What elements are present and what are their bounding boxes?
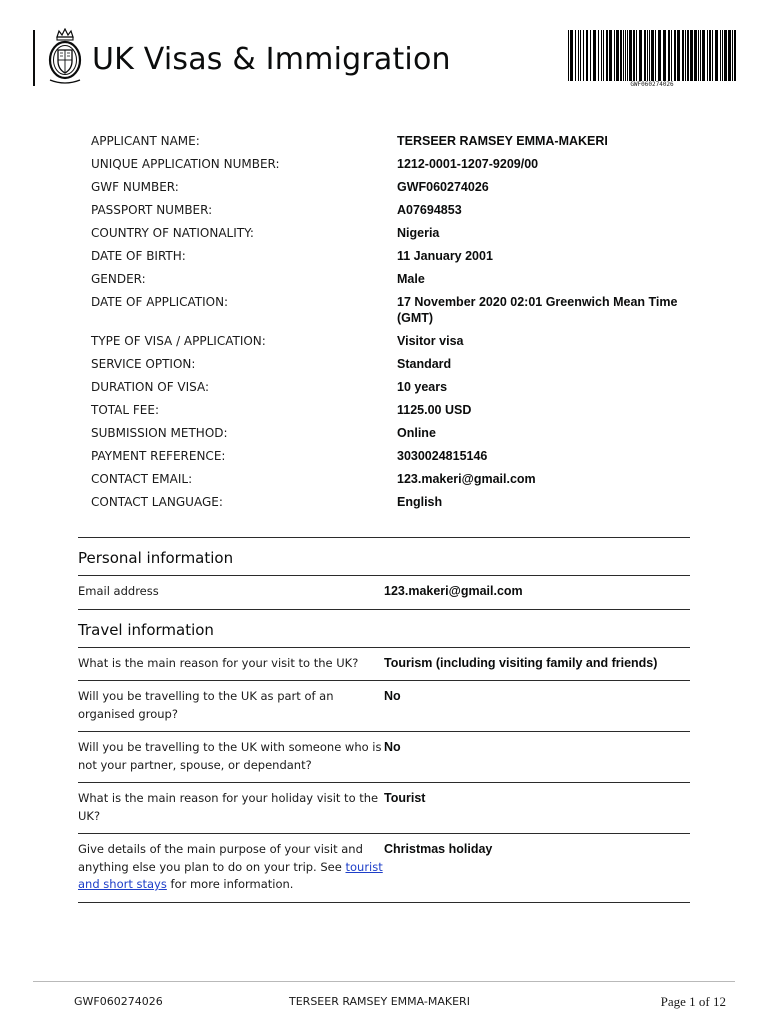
summary-label: PAYMENT REFERENCE: [91,449,226,463]
summary-row [91,422,711,445]
summary-row [91,153,711,176]
summary-label: DATE OF APPLICATION: [91,295,229,309]
summary-label: TYPE OF VISA / APPLICATION: [91,334,266,348]
summary-label: SUBMISSION METHOD: [91,426,228,440]
summary-row [91,130,711,153]
summary-row [91,245,711,268]
summary-row [91,222,711,245]
question-text: What is the main reason for your holiday visit to the UK? [78,791,379,823]
application-summary [91,130,711,514]
question-text: What is the main reason for your visit to the UK? [78,655,359,670]
section-title-travel-information: Travel information [78,620,214,639]
summary-value: 123.makeri@gmail.com [397,472,536,486]
footer-gwf-number: GWF060274026 [74,995,163,1008]
tourist-and-short-stays-link[interactable]: tourist and short stays [78,859,383,891]
summary-label: TOTAL FEE: [91,403,159,417]
summary-value: Online [397,426,436,440]
summary-value: 10 years [397,380,448,394]
summary-row [91,445,711,468]
answer-text: No [384,740,401,754]
answer-text: Tourism (including visiting family and friends) [384,655,658,670]
qa-row [78,648,690,681]
question-text: Email address [78,584,159,598]
organisation-name: UK Visas & Immigration [92,42,451,77]
summary-label: APPLICANT NAME: [91,134,200,148]
footer-applicant-name: TERSEER RAMSEY EMMA-MAKERI [289,995,470,1008]
gwf-barcode [566,30,738,88]
summary-value: GWF060274026 [397,180,489,194]
royal-coat-of-arms-icon [45,28,85,86]
summary-value: 1212-0001-1207-9209/00 [397,157,539,171]
summary-value: 17 November 2020 02:01 Greenwich Mean Time (GMT) [397,295,678,325]
summary-row [91,268,711,291]
summary-row [91,199,711,222]
barcode-caption: GWF060274026 [630,81,674,88]
summary-label: CONTACT LANGUAGE: [91,495,223,509]
summary-row [91,330,711,353]
summary-label: DATE OF BIRTH: [91,249,186,263]
summary-value: A07694853 [397,203,462,217]
summary-value: 11 January 2001 [397,249,493,263]
summary-row [91,399,711,422]
header-divider-bar [33,30,35,86]
qa-row [78,732,690,782]
section-title-personal-information: Personal information [78,549,234,567]
question-text: Will you be travelling to the UK as part of an organised group? [78,689,334,721]
summary-value: Standard [397,357,452,371]
answer-text: Christmas holiday [384,842,493,856]
summary-value: 1125.00 USD [397,403,472,417]
summary-label: SERVICE OPTION: [91,357,196,371]
qa-row [78,783,690,833]
summary-value: TERSEER RAMSEY EMMA-MAKERI [397,134,608,148]
summary-value: English [397,495,443,509]
summary-label: DURATION OF VISA: [91,380,210,394]
summary-value: 3030024815146 [397,449,488,463]
summary-row [91,291,711,330]
summary-label: UNIQUE APPLICATION NUMBER: [91,157,280,171]
footer-page-number: Page 1 of 12 [660,994,726,1009]
summary-label: COUNTRY OF NATIONALITY: [91,226,254,240]
answer-text: Tourist [384,791,426,805]
summary-value: Visitor visa [397,334,464,348]
question-text-part: Give details of the main purpose of your visit and anything else you plan to do on your trip. See [78,842,363,874]
summary-value: Nigeria [397,226,440,240]
application-sections [78,537,690,903]
summary-value: Male [397,272,425,286]
personal-information-rows [78,576,690,610]
summary-row [91,176,711,199]
answer-text: No [384,689,401,703]
summary-label: CONTACT EMAIL: [91,472,193,486]
qa-row-visit-purpose-details [78,834,690,902]
summary-label: GWF NUMBER: [91,180,179,194]
footer-divider [33,981,735,982]
answer-text: 123.makeri@gmail.com [384,584,523,598]
summary-row [91,376,711,399]
page-header [0,0,768,100]
section-divider [78,902,690,903]
qa-row [78,576,690,609]
question-text [78,841,384,894]
summary-row [91,353,711,376]
qa-row [78,681,690,731]
question-text: Will you be travelling to the UK with someone who is not your partner, spouse, or dependant? [78,740,382,772]
summary-label: GENDER: [91,272,146,286]
summary-row [91,468,711,491]
travel-information-rows [78,648,690,835]
barcode-icon [566,30,738,81]
summary-label: PASSPORT NUMBER: [91,203,213,217]
question-text-part: for more information. [166,877,294,891]
summary-row [91,491,711,514]
